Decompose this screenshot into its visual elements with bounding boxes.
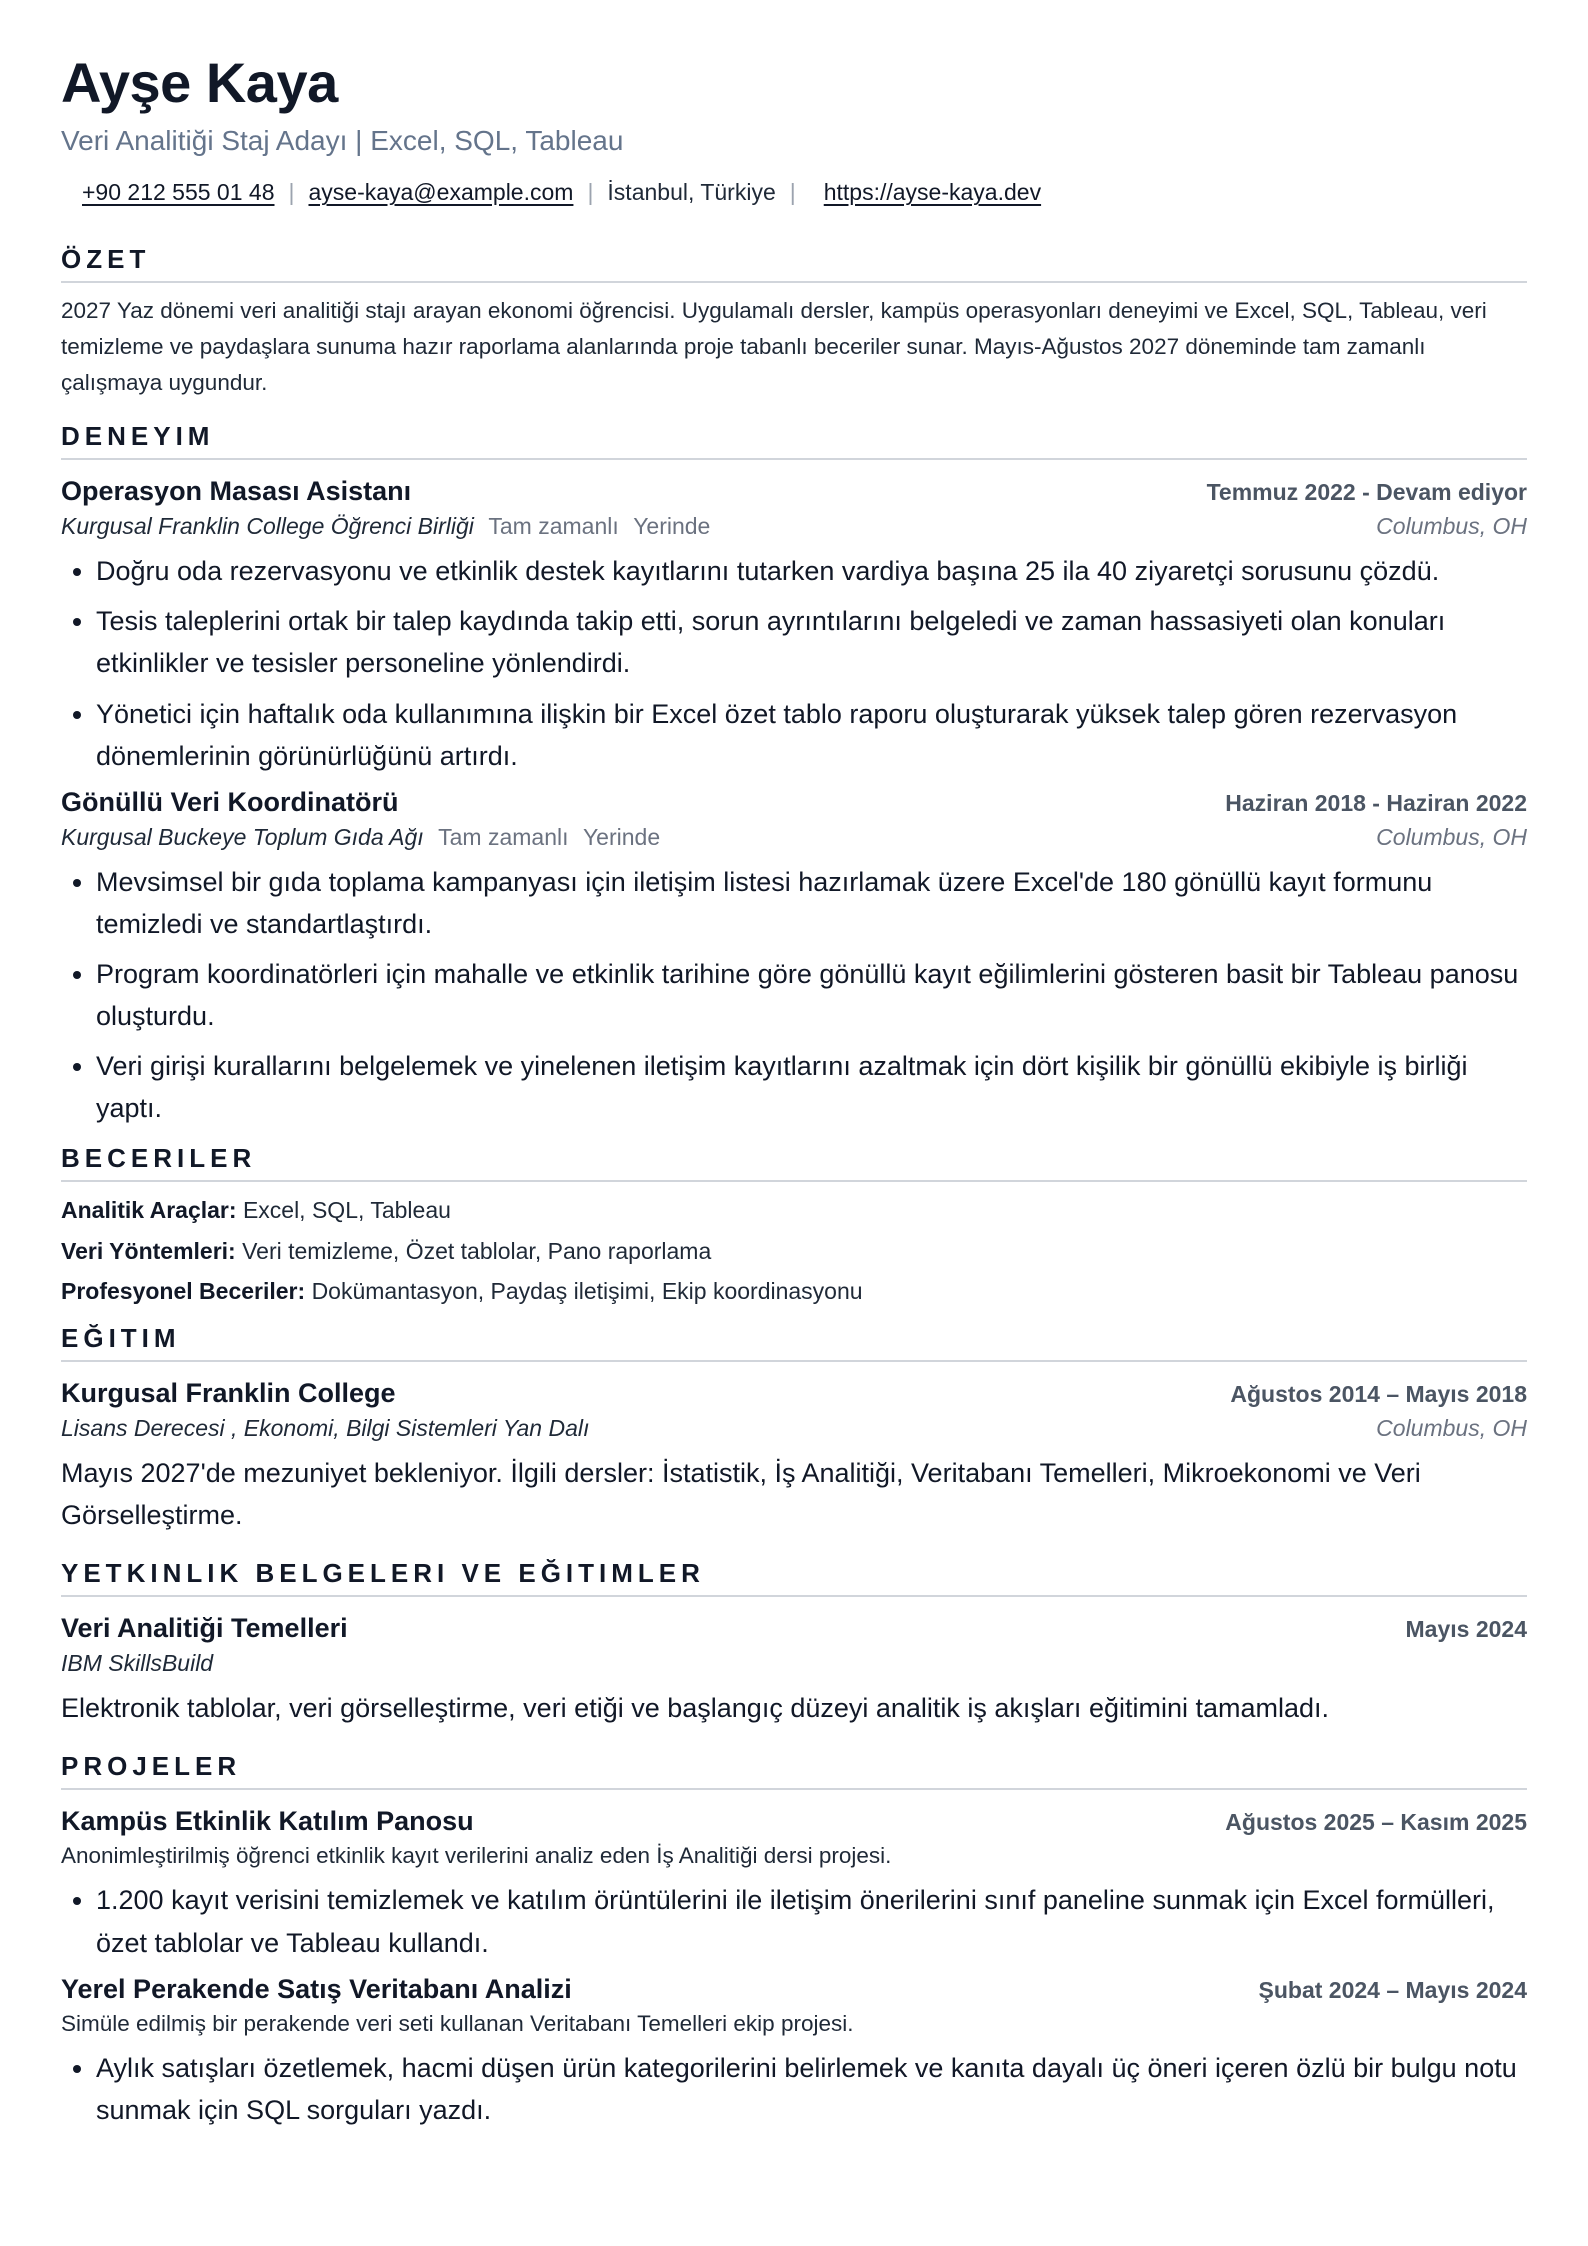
job-mode: Yerinde [582,823,661,850]
certification-issuer: IBM SkillsBuild [61,1650,214,1677]
section-title-experience: DENEYIM [61,421,1527,460]
skill-value: Excel, SQL, Tableau [242,1197,451,1224]
job-title: Gönüllü Veri Koordinatörü [61,786,399,817]
experience-entry [61,787,1527,1130]
project-name: Yerel Perakende Satış Veritabanı Analizi [61,1973,572,2004]
bullet-item: • Doğru oda rezervasyonu ve etkinlik destek kayıtlarını tutarken vardiya başına 25 ila 40 ziyaretçi sorusunu çözdü. [96,550,1527,592]
education-entry [61,1378,1527,1536]
certification-date: Mayıs 2024 [1405,1616,1527,1643]
candidate-name: Ayşe Kaya [61,51,338,114]
skill-label: Profesyonel Beceriler: [61,1277,306,1304]
bullet-item: • Mevsimsel bir gıda toplama kampanyası için iletişim listesi hazırlamak üzere Excel'de 180 gönüllü kayıt formunu temizledi ve standartlaştırdı. [96,861,1527,945]
job-location: Columbus, OH [1376,513,1527,540]
skills-list [61,1190,1527,1311]
project-description: Anonimleştirilmiş öğrenci etkinlik kayıt verilerini analiz eden İş Analitiği dersi projesi. [61,1843,892,1869]
candidate-headline: Veri Analitiği Staj Adayı | Excel, SQL, Tableau [61,124,624,156]
phone-link[interactable]: +90 212 555 01 48 [82,179,275,206]
contact-line [61,179,1527,206]
website-link[interactable]: https://ayse-kaya.dev [823,179,1042,206]
education-location: Columbus, OH [1376,1415,1527,1442]
job-organization: Kurgusal Buckeye Toplum Gıda Ağı [61,823,424,850]
job-date: Temmuz 2022 - Devam ediyor [1206,479,1527,506]
skill-value: Veri temizleme, Özet tablolar, Pano raporlama [242,1237,712,1264]
skill-line [61,1271,1527,1311]
bullet-item: • Veri girişi kurallarını belgelemek ve yinelenen iletişim kayıtlarını azaltmak için dört kişilik bir gönüllü ekibiyle iş birliği yaptı. [96,1045,1527,1129]
degree-text: Lisans Derecesi , Ekonomi, Bilgi Sistemleri Yan Dalı [61,1415,590,1442]
education-note: Mayıs 2027'de mezuniyet bekleniyor. İlgili dersler: İstatistik, İş Analitiği, Veritabanı Temelleri, Mikroekonomi ve Veri Görselleştirme. [61,1458,1421,1531]
summary-section [61,244,1527,401]
certifications-section [61,1558,1527,1729]
bullet-item: • Yönetici için haftalık oda kullanımına ilişkin bir Excel özet tablo raporu oluşturarak yüksek talep gören rezervasyon dönemlerinin görünürlüğünü artırdı. [96,693,1527,777]
project-description: Simüle edilmiş bir perakende veri seti kullanan Veritabanı Temelleri ekip projesi. [61,2010,854,2036]
projects-section [61,1751,1527,2130]
contact-separator: | [288,179,295,206]
experience-entry [61,476,1527,777]
skills-section [61,1143,1527,1311]
skill-line [61,1231,1527,1271]
job-title: Operasyon Masası Asistanı [61,476,412,507]
email-link[interactable]: ayse-kaya@example.com [308,179,574,206]
job-bullets [61,550,1527,777]
education-section [61,1323,1527,1536]
job-mode: Yerinde [633,513,711,540]
job-organization: Kurgusal Franklin College Öğrenci Birliği [61,513,474,540]
section-title-projects: PROJELER [61,1751,1527,1790]
bullet-item: • Aylık satışları özetlemek, hacmi düşen ürün kategorilerini belirlemek ve kanıta dayalı üç öneri içeren özlü bir bulgu notu sunmak için SQL sorguları yazdı. [96,2047,1527,2131]
summary-text: 2027 Yaz dönemi veri analitiği stajı arayan ekonomi öğrencisi. Uygulamalı dersler, kampüs operasyonları deneyimi ve Excel, SQL, Tableau, veri temizleme ve paydaşlara sunuma hazır raporlama alanlarında proje tabanlı beceriler sunar. Mayıs-Ağustos 2027 döneminde tam zamanlı çalışmaya uygundur. [61,298,1487,396]
project-bullets [61,1879,1527,1963]
job-bullets [61,861,1527,1130]
school-name: Kurgusal Franklin College [61,1378,396,1409]
section-title-education: EĞITIM [61,1323,1527,1362]
skill-label: Veri Yöntemleri: [61,1237,236,1264]
project-name: Kampüs Etkinlik Katılım Panosu [61,1806,474,1837]
skill-label: Analitik Araçlar: [61,1197,237,1224]
certification-description: Elektronik tablolar, veri görselleştirme, veri etiği ve başlangıç düzeyi analitik iş akışları eğitimini tamamladı. [61,1693,1330,1724]
job-type: Tam zamanlı [438,823,569,850]
certification-name: Veri Analitiği Temelleri [61,1613,348,1644]
contact-separator: | [587,179,594,206]
project-bullets [61,2047,1527,2131]
section-title-summary: ÖZET [61,244,1527,283]
experience-section [61,421,1527,1129]
bullet-item: • Program koordinatörleri için mahalle ve etkinlik tarihine göre gönüllü kayıt eğilimlerini gösteren basit bir Tableau panosu oluşturdu. [96,953,1527,1037]
section-title-certifications: YETKINLIK BELGELERI VE EĞITIMLER [61,1558,1527,1597]
education-date: Ağustos 2014 – Mayıs 2018 [1230,1381,1527,1408]
location-text: İstanbul, Türkiye [607,179,776,206]
project-entry [61,1806,1527,1963]
bullet-item: • Tesis taleplerini ortak bir talep kaydında takip etti, sorun ayrıntılarını belgeledi ve zaman hassasiyeti olan konuları etkinlikler ve tesisler personeline yönlendirdi. [96,600,1527,684]
project-entry [61,1974,1527,2131]
section-title-skills: BECERILER [61,1143,1527,1182]
resume-header [61,52,1527,206]
project-date: Ağustos 2025 – Kasım 2025 [1225,1809,1527,1836]
job-date: Haziran 2018 - Haziran 2022 [1225,789,1527,816]
bullet-item: • 1.200 kayıt verisini temizlemek ve katılım örüntülerini ile iletişim önerilerini sınıf paneline sunmak için Excel formülleri, özet tablolar ve Tableau kullandı. [96,1879,1527,1963]
contact-separator: | [789,179,796,206]
job-type: Tam zamanlı [488,513,619,540]
skill-line [61,1190,1527,1230]
skill-value: Dokümantasyon, Paydaş iletişimi, Ekip koordinasyonu [311,1277,863,1304]
certification-entry [61,1613,1527,1729]
job-location: Columbus, OH [1376,823,1527,850]
project-date: Şubat 2024 – Mayıs 2024 [1258,1976,1527,2003]
